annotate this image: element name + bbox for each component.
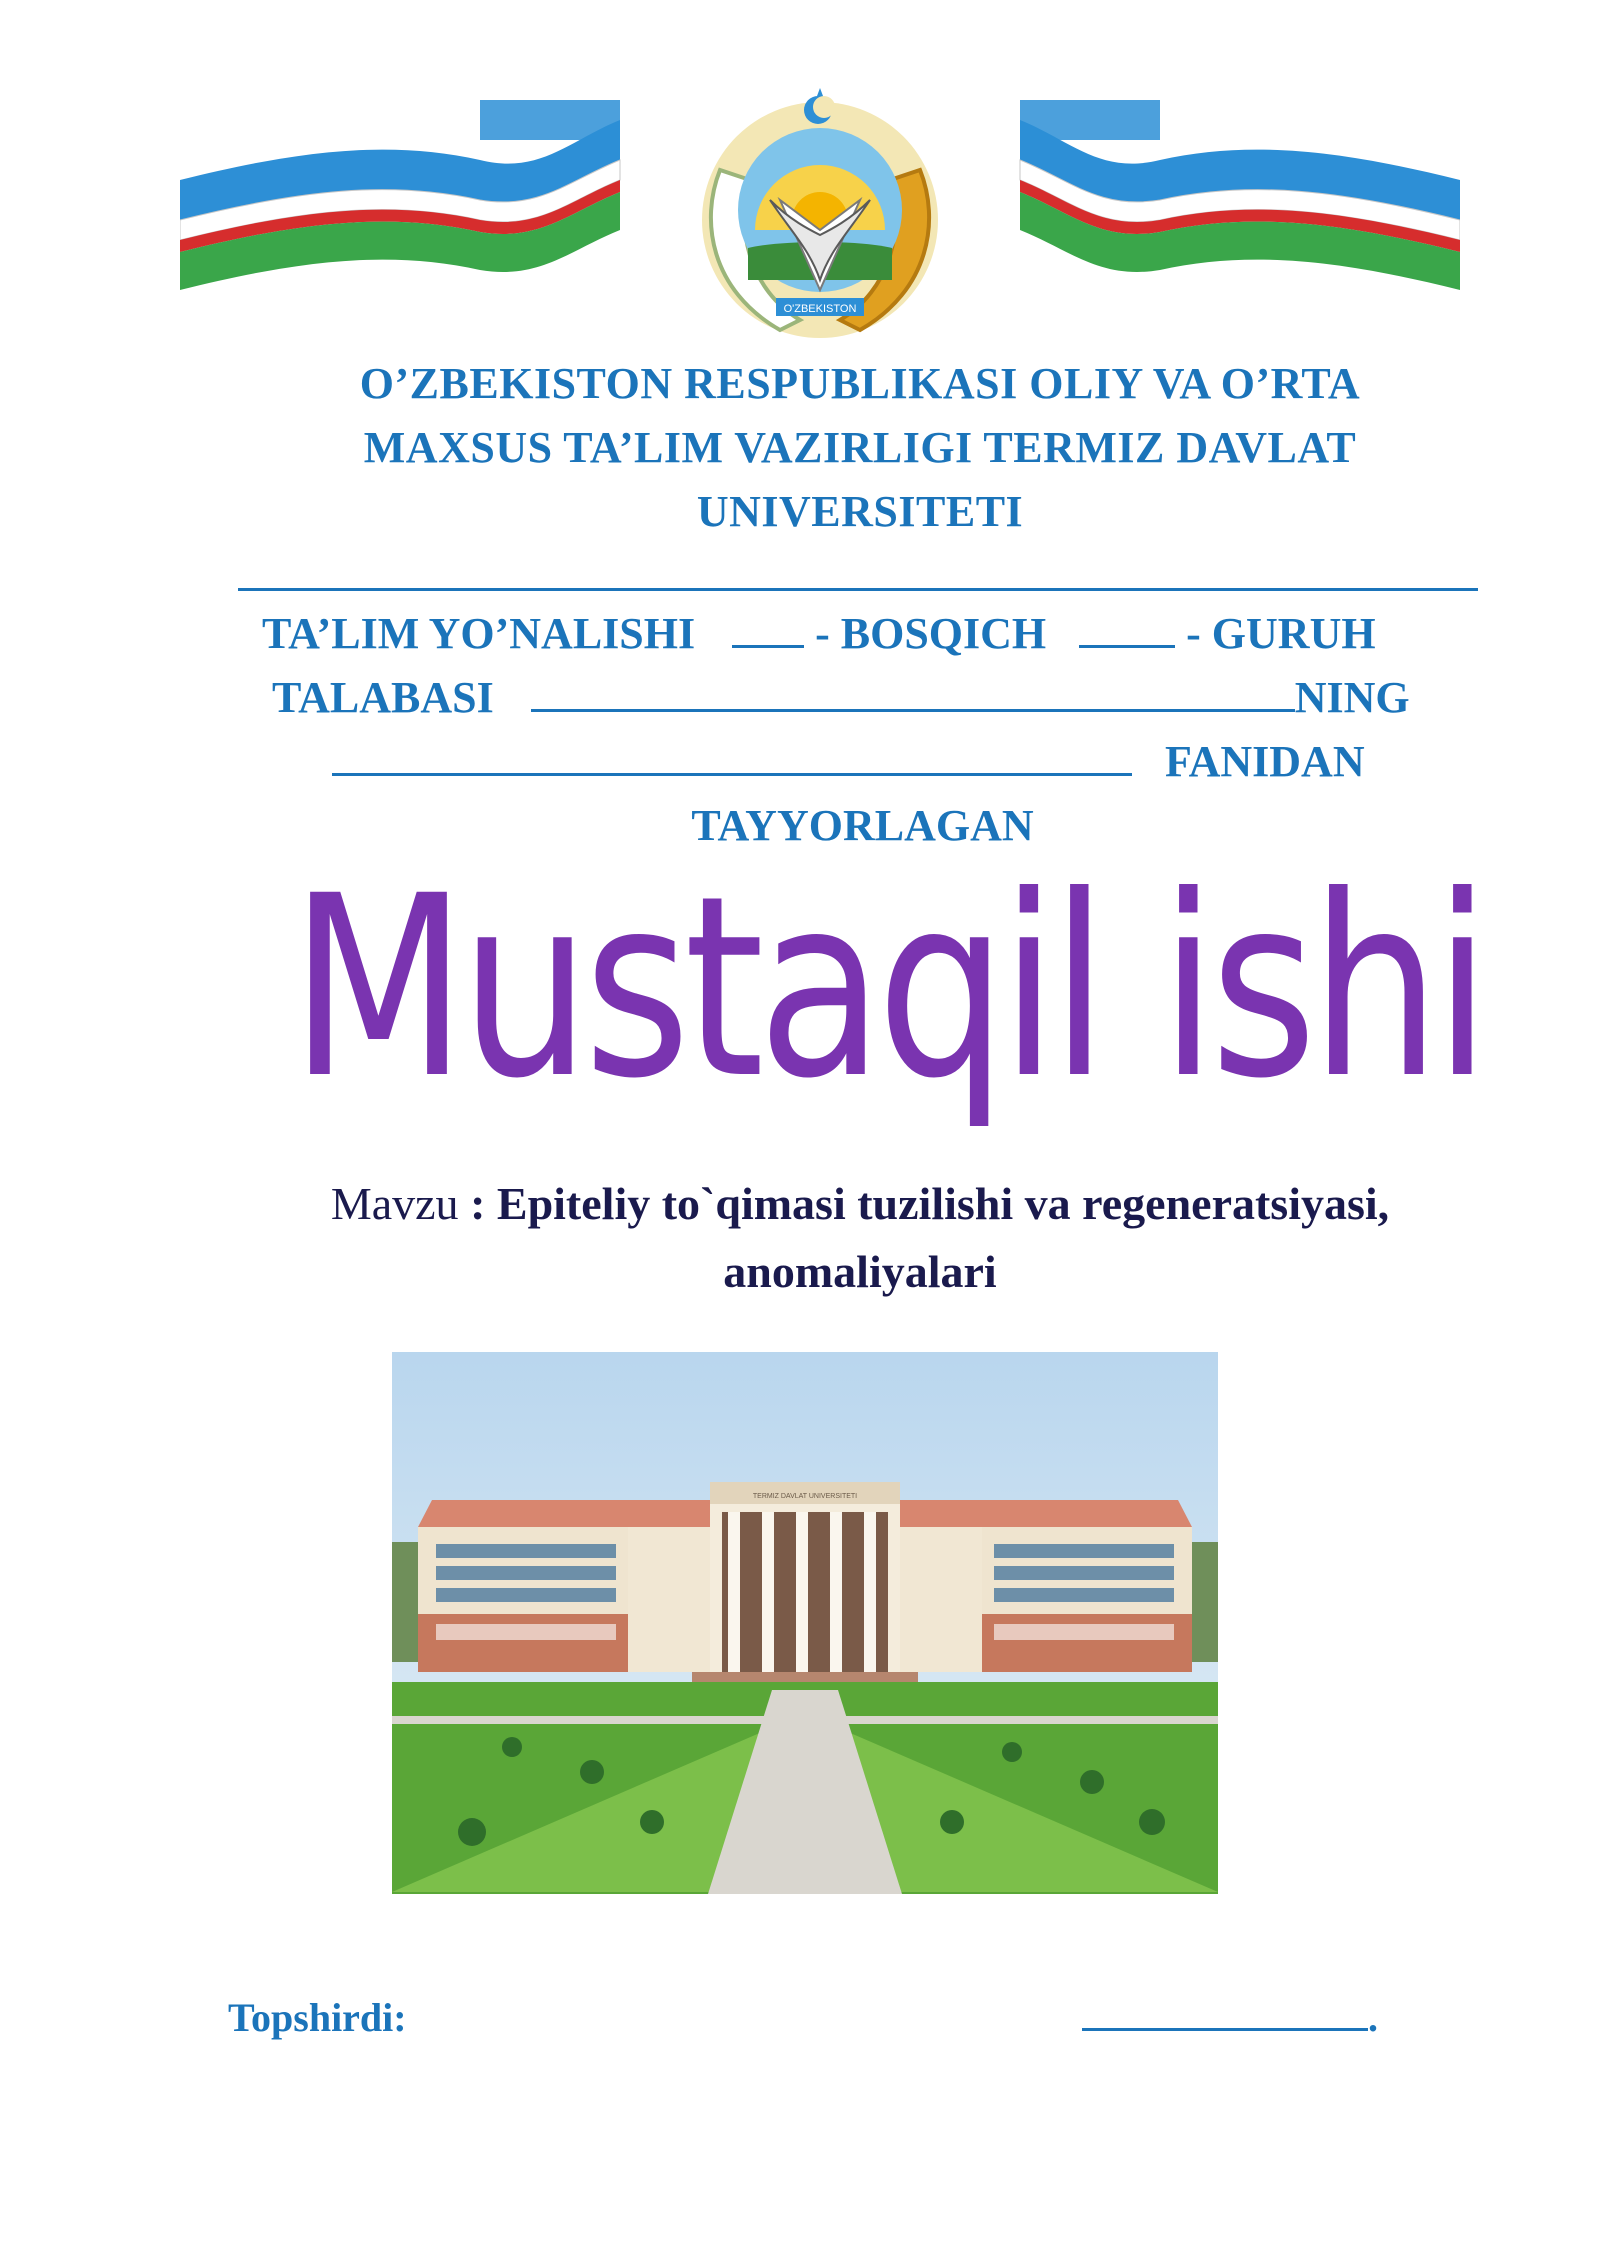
student-label: TALABASI	[272, 673, 494, 722]
university-line-2: MAXSUS TA’LIM VAZIRLIGI TERMIZ DAVLAT	[363, 423, 1357, 472]
university-building-photo	[392, 1352, 1218, 1894]
subject-blank[interactable]	[332, 739, 1132, 776]
page-title: Mustaqil ishi	[290, 842, 1485, 1133]
topic-text-2: anomaliyalari	[723, 1246, 997, 1297]
building-sign: TERMIZ DAVLAT UNIVERSITETI	[752, 1493, 858, 1500]
flag-ribbon-left	[180, 100, 620, 290]
form-line-student	[272, 672, 1410, 723]
group-blank[interactable]	[1079, 611, 1175, 648]
direction-label: TA’LIM YO’NALISHI	[262, 609, 696, 658]
prepared-label: TAYYORLAGAN	[691, 801, 1034, 850]
topic-label: Mavzu	[330, 1178, 459, 1229]
stage-label: - BOSQICH	[815, 609, 1047, 658]
stage-blank[interactable]	[732, 611, 804, 648]
group-label: - GURUH	[1186, 609, 1376, 658]
student-suffix: NING	[1294, 673, 1410, 722]
university-line-3: UNIVERSITETI	[696, 487, 1024, 536]
topic-line-1	[230, 1170, 1490, 1238]
form-line-subject	[332, 736, 1365, 787]
form-line-direction	[262, 608, 1376, 659]
student-name-blank[interactable]	[531, 675, 1295, 712]
university-title	[230, 352, 1490, 544]
coat-of-arms-icon	[702, 88, 938, 338]
signature-blank[interactable]	[1082, 1998, 1368, 2031]
topic	[230, 1170, 1490, 1306]
subject-label: FANIDAN	[1165, 737, 1365, 786]
topic-text-1: Epiteliy to`qimasi tuzilishi va regeneratsiyasi,	[496, 1178, 1390, 1229]
flag-ribbon-right	[1020, 100, 1460, 290]
emblem-band-text: O'ZBEKISTON	[783, 303, 857, 315]
submitted-label: Topshirdi:	[228, 1995, 407, 2040]
header-rule	[238, 588, 1478, 591]
topic-separator: :	[458, 1178, 497, 1229]
submitted-signature	[1082, 1994, 1378, 2041]
end-mark: .	[1368, 1995, 1378, 2040]
state-emblem	[180, 80, 1460, 350]
university-line-1: O’ZBEKISTON RESPUBLIKASI OLIY VA O’RTA	[359, 359, 1361, 408]
